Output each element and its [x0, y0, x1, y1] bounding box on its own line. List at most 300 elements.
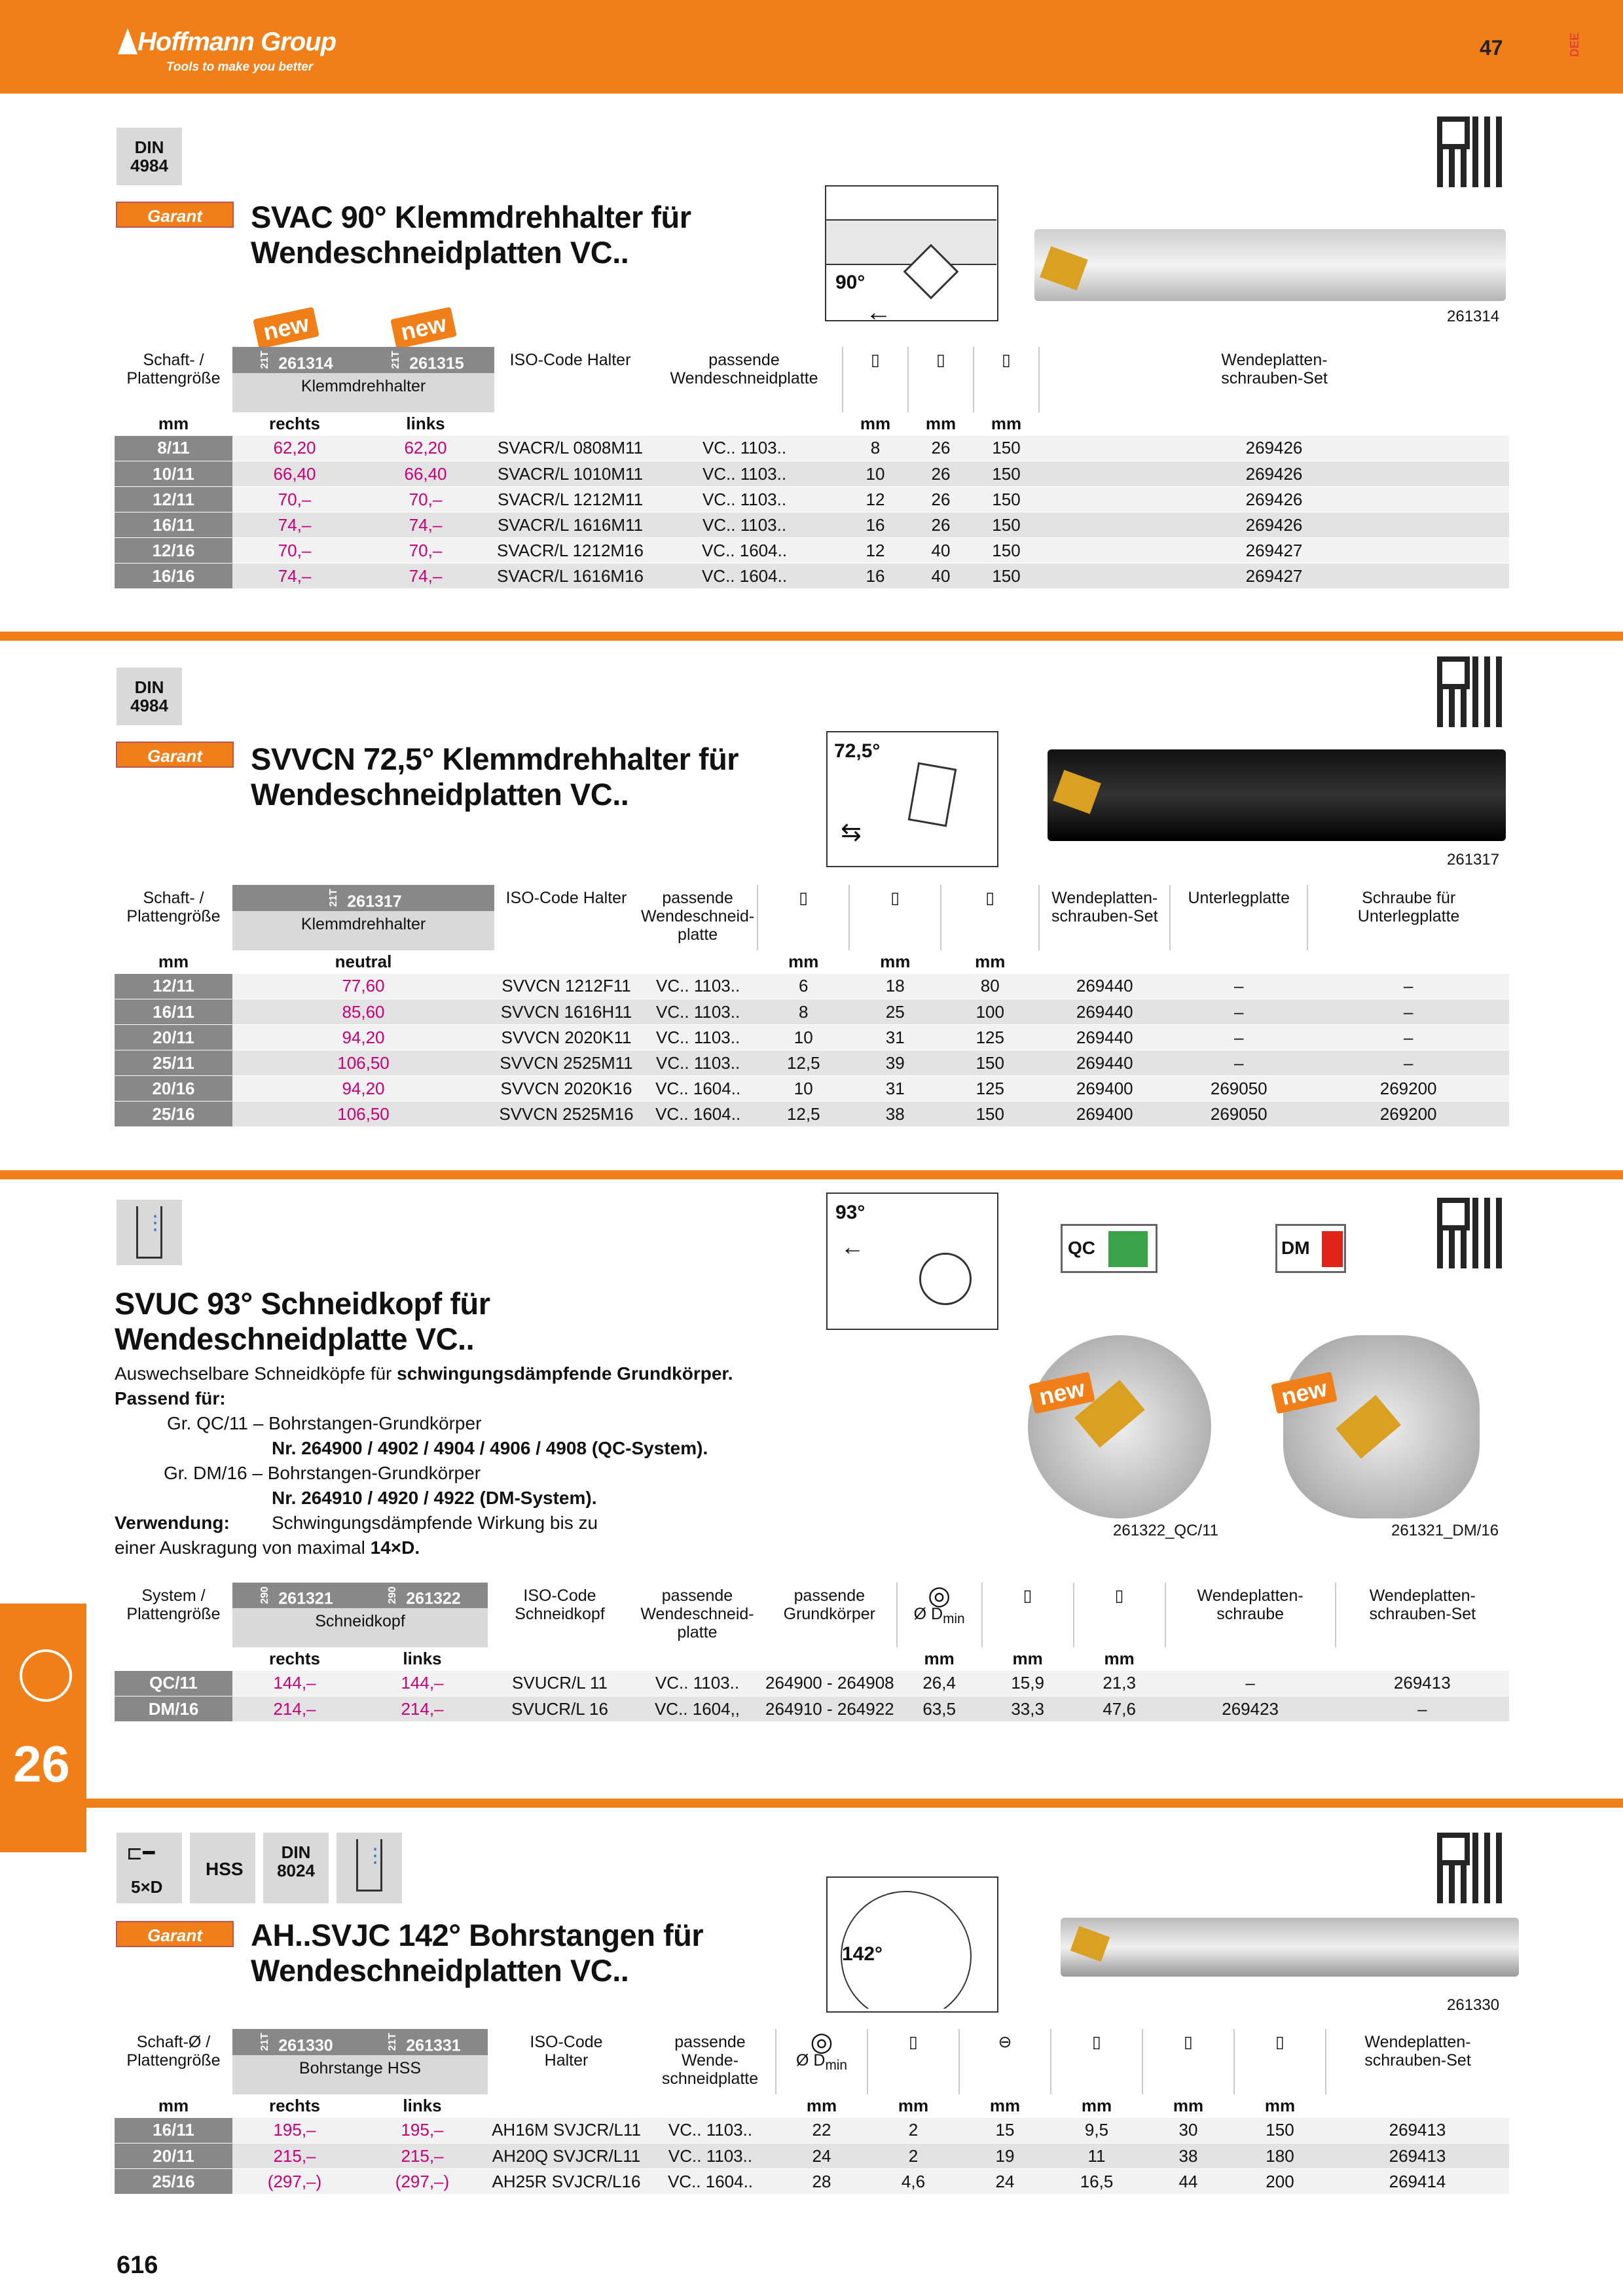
unit-label: mm — [158, 414, 189, 434]
unit-label: mm — [1012, 1649, 1043, 1669]
table-cell: 269426 — [1039, 487, 1509, 512]
table-cell: 150 — [974, 487, 1039, 512]
dim-diagram-icon: ▯ — [757, 885, 849, 950]
table-cell: 31 — [849, 1025, 941, 1050]
table-cell: 40 — [908, 538, 974, 564]
dim-diagram-icon: ▯ — [941, 885, 1039, 950]
table-cell: VC.. 1103.. — [638, 1025, 757, 1050]
row-size-cell: QC/11 — [115, 1671, 232, 1696]
hoffmann-logo-icon — [115, 25, 141, 58]
dim-diagram-icon: ▯ — [982, 1583, 1074, 1647]
angle-label: 72,5° — [834, 740, 881, 762]
table-cell: 30 — [1142, 2118, 1234, 2144]
table-cell: 47,6 — [1074, 1696, 1165, 1722]
table-cell: – — [1170, 974, 1307, 999]
table-cell: 12 — [843, 487, 908, 512]
table-cell: 269413 — [1326, 2144, 1509, 2169]
table-cell: VC.. 1103.. — [638, 999, 757, 1025]
qc-system-icon: QC — [1061, 1224, 1158, 1273]
unit-label: neutral — [335, 952, 392, 972]
unit-label: mm — [806, 2096, 837, 2116]
table-cell: 33,3 — [982, 1696, 1074, 1722]
hss-badge: HSS — [190, 1833, 255, 1903]
dim-diagram-icon: ▯ — [1234, 2029, 1326, 2094]
table-cell: VC.. 1103.. — [632, 1671, 763, 1696]
table-cell: 28 — [776, 2169, 867, 2195]
unit-label: mm — [1081, 2096, 1112, 2116]
section-separator — [0, 1170, 1623, 1179]
unit-label: mm — [898, 2096, 929, 2116]
language-code: DEE — [1568, 33, 1581, 58]
table-cell: 10 — [843, 461, 908, 487]
table-cell: 269200 — [1307, 1102, 1509, 1127]
table-row — [115, 2118, 1509, 2144]
table-cell: 150 — [974, 512, 1039, 538]
price-cell: 85,60 — [232, 999, 494, 1025]
coolant-icon: ⋮ — [117, 1200, 182, 1265]
dim-diagram-icon: ▯ — [867, 2029, 959, 2094]
new-badge: new — [390, 307, 457, 350]
table-row — [115, 564, 1509, 589]
price-cell: 77,60 — [232, 974, 494, 999]
table-cell: SVACR/L 1010M11 — [494, 461, 646, 487]
col-header: ISO-Code Schneidkopf — [515, 1587, 605, 1623]
price-cell: 215,– — [357, 2144, 488, 2169]
table-cell: VC.. 1604,, — [632, 1696, 763, 1722]
image-article-label: 261321_DM/16 — [1391, 1522, 1499, 1539]
row-size-cell: 16/11 — [115, 2118, 232, 2144]
price-cell: 74,– — [232, 512, 357, 538]
price-cell: 70,– — [357, 538, 494, 564]
table-cell: 8 — [757, 999, 849, 1025]
table-cell: 269200 — [1307, 1076, 1509, 1102]
col-header: ISO-Code Halter — [530, 2033, 603, 2070]
table-cell: 16,5 — [1051, 2169, 1142, 2195]
table-cell: SVUCR/L 16 — [488, 1696, 632, 1722]
table-cell: 6 — [757, 974, 849, 999]
table-cell: 269426 — [1039, 461, 1509, 487]
qr-code — [1437, 1198, 1508, 1268]
price-cell: 106,50 — [232, 1050, 494, 1076]
table-cell: 16 — [843, 512, 908, 538]
table-cell: 11 — [1051, 2144, 1142, 2169]
table-cell: – — [1307, 1025, 1509, 1050]
col-header: passende Grundkörper — [783, 1587, 875, 1623]
new-badge: new — [253, 307, 319, 350]
sub-header: Klemmdrehhalter — [232, 911, 494, 950]
tool-image — [1061, 1918, 1519, 1977]
table-cell: VC.. 1604.. — [645, 2169, 776, 2195]
row-size-cell: 25/11 — [115, 1050, 232, 1076]
table-cell: VC.. 1103.. — [645, 2144, 776, 2169]
col-header: Schaft-Ø / Plattengröße — [126, 2033, 221, 2070]
product-image-qc — [1028, 1335, 1211, 1518]
table-cell: 269426 — [1039, 512, 1509, 538]
image-article-label: 261314 — [1447, 308, 1500, 325]
article-number-header: 21T 261330 — [232, 2029, 357, 2055]
drill-bar-icon: ⊏━ — [126, 1842, 155, 1864]
price-cell: 195,– — [232, 2118, 357, 2144]
table-cell: VC.. 1604.. — [646, 538, 843, 564]
garant-logo: Garant — [116, 742, 234, 768]
turning-tool-icon — [20, 1649, 72, 1702]
table-cell: AH25R SVJCR/L16 — [488, 2169, 645, 2195]
brand-name: Hoffmann Group — [137, 27, 337, 56]
section-title: SVVCN 72,5° Klemmdrehhalter für Wendeschneidplatten VC.. — [251, 742, 739, 812]
angle-label: 93° — [835, 1202, 866, 1223]
qr-code — [1437, 117, 1508, 187]
image-article-label: 261317 — [1447, 851, 1500, 869]
angle-label: 142° — [842, 1943, 883, 1965]
price-cell: 70,– — [357, 487, 494, 512]
price-cell: 195,– — [357, 2118, 488, 2144]
unit-label: links — [406, 414, 445, 434]
table-cell: SVVCN 1616H11 — [494, 999, 638, 1025]
table-cell: 269427 — [1039, 538, 1509, 564]
table-cell: 269440 — [1039, 1025, 1170, 1050]
table-cell: 26,4 — [897, 1671, 982, 1696]
table-cell: 150 — [941, 1050, 1039, 1076]
table-cell: 38 — [849, 1102, 941, 1127]
unit-label: mm — [1104, 1649, 1135, 1669]
unit-label: links — [403, 1649, 442, 1669]
table-cell: 12 — [843, 538, 908, 564]
unit-label: mm — [860, 414, 891, 434]
col-header: Wendeplatten- schrauben-Set — [1326, 2029, 1509, 2094]
table-cell: 10 — [757, 1076, 849, 1102]
row-size-cell: 20/16 — [115, 1076, 232, 1102]
row-size-cell: 10/11 — [115, 461, 232, 487]
table-cell: 80 — [941, 974, 1039, 999]
qr-code — [1437, 656, 1508, 727]
article-number-header: 21T 261317 — [232, 885, 494, 911]
price-cell: 106,50 — [232, 1102, 494, 1127]
dim-diagram-icon: ▯ — [974, 347, 1039, 412]
table-row — [115, 2169, 1509, 2195]
dim-diagram-icon: ▯ — [1051, 2029, 1142, 2094]
insert-icon — [1040, 246, 1087, 291]
table-cell: 269050 — [1170, 1102, 1307, 1127]
table-cell: SVACR/L 1212M11 — [494, 487, 646, 512]
unit-label: mm — [924, 1649, 955, 1669]
tool-image — [1048, 749, 1506, 841]
product-table — [115, 1583, 1509, 1722]
table-row — [115, 512, 1509, 538]
table-cell: 180 — [1234, 2144, 1326, 2169]
table-cell: 21,3 — [1074, 1671, 1165, 1696]
table-cell: – — [1170, 1025, 1307, 1050]
price-cell: 215,– — [232, 2144, 357, 2169]
col-header: passende Wendeschneid- platte — [640, 1587, 754, 1641]
row-size-cell: 25/16 — [115, 1102, 232, 1127]
price-cell: 74,– — [232, 564, 357, 589]
table-cell: 269440 — [1039, 999, 1170, 1025]
table-cell: SVACR/L 1616M16 — [494, 564, 646, 589]
table-cell: 150 — [974, 461, 1039, 487]
table-cell: 269423 — [1165, 1696, 1336, 1722]
table-cell: 26 — [908, 436, 974, 461]
unit-label: rechts — [268, 2096, 321, 2116]
garant-logo: Garant — [116, 1921, 234, 1947]
dim-diagram-icon: ▯ — [849, 885, 941, 950]
image-article-label: 261322_QC/11 — [1113, 1522, 1219, 1539]
table-row — [115, 461, 1509, 487]
price-cell: (297,–) — [357, 2169, 488, 2195]
table-row — [115, 1076, 1509, 1102]
table-cell: 16 — [843, 564, 908, 589]
article-number-header: 21T 261315 — [357, 347, 494, 373]
page-number-top: 47 — [1480, 36, 1503, 60]
table-cell: – — [1307, 999, 1509, 1025]
dim-diagram-icon: ▯ — [1142, 2029, 1234, 2094]
dim-diagram-icon: ▯ — [908, 347, 974, 412]
table-cell: 2 — [867, 2144, 959, 2169]
new-badge: new — [1271, 1372, 1338, 1414]
table-cell: 9,5 — [1051, 2118, 1142, 2144]
table-cell: 18 — [849, 974, 941, 999]
table-cell: SVVCN 1212F11 — [494, 974, 638, 999]
article-number-header: 21T 261314 — [232, 347, 357, 373]
table-cell: 22 — [776, 2118, 867, 2144]
table-row — [115, 538, 1509, 564]
row-size-cell: 12/11 — [115, 974, 232, 999]
table-cell: 269413 — [1326, 2118, 1509, 2144]
table-cell: 150 — [974, 564, 1039, 589]
chapter-tab — [0, 1604, 86, 1852]
table-row — [115, 1696, 1509, 1722]
price-cell: 144,– — [357, 1671, 488, 1696]
table-row — [115, 436, 1509, 461]
table-cell: VC.. 1103.. — [645, 2118, 776, 2144]
table-cell: SVACR/L 1212M16 — [494, 538, 646, 564]
price-cell: 214,– — [232, 1696, 357, 1722]
col-header: ISO-Code Halter — [509, 351, 631, 369]
qr-code — [1437, 1833, 1508, 1903]
unit-label: mm — [991, 414, 1022, 434]
product-table — [115, 885, 1509, 1127]
new-badge: new — [1029, 1372, 1095, 1414]
price-cell: 144,– — [232, 1671, 357, 1696]
price-cell: 62,20 — [357, 436, 494, 461]
table-cell: 269400 — [1039, 1102, 1170, 1127]
col-header: Schaft- / Plattengröße — [126, 889, 221, 925]
col-header: Unterlegplatte — [1170, 885, 1307, 950]
arrow-left-icon: ← — [866, 298, 892, 327]
price-cell: 214,– — [357, 1696, 488, 1722]
din-badge: DIN 8024 — [263, 1833, 329, 1903]
unit-label: mm — [975, 952, 1006, 972]
row-size-cell: 12/16 — [115, 538, 232, 564]
unit-label: rechts — [268, 1649, 321, 1669]
price-cell: 74,– — [357, 564, 494, 589]
table-cell: 39 — [849, 1050, 941, 1076]
row-size-cell: 20/11 — [115, 1025, 232, 1050]
dm-system-icon: DM — [1275, 1224, 1346, 1273]
product-image-dm — [1283, 1335, 1480, 1518]
article-number-header: 290 261322 — [357, 1583, 488, 1608]
price-cell: 94,20 — [232, 1076, 494, 1102]
col-header: ISO-Code Halter — [505, 889, 627, 907]
table-cell: AH20Q SVJCR/L11 — [488, 2144, 645, 2169]
row-size-cell: 16/16 — [115, 564, 232, 589]
table-cell: VC.. 1103.. — [646, 487, 843, 512]
sub-header: Klemmdrehhalter — [232, 373, 494, 412]
dim-diagram-icon: ▯ — [1074, 1583, 1165, 1647]
table-cell: – — [1170, 999, 1307, 1025]
section-title: SVUC 93° Schneidkopf für Wendeschneidplatte VC.. — [115, 1286, 490, 1356]
chapter-number: 26 — [13, 1735, 70, 1793]
table-cell: 24 — [959, 2169, 1051, 2195]
row-size-cell: DM/16 — [115, 1696, 232, 1722]
table-cell: 26 — [908, 512, 974, 538]
price-cell: 62,20 — [232, 436, 357, 461]
table-cell: 269400 — [1039, 1076, 1170, 1102]
row-size-cell: 16/11 — [115, 512, 232, 538]
price-cell: 66,40 — [357, 461, 494, 487]
din-badge: DIN 4984 — [117, 668, 182, 725]
coolant-icon: ⋮ — [337, 1833, 402, 1903]
table-row — [115, 999, 1509, 1025]
table-cell: 25 — [849, 999, 941, 1025]
table-cell: 15 — [959, 2118, 1051, 2144]
page-number: 616 — [117, 2251, 158, 2279]
price-cell: (297,–) — [232, 2169, 357, 2195]
unit-label: mm — [1264, 2096, 1296, 2116]
unit-label: mm — [880, 952, 911, 972]
table-cell: 269414 — [1326, 2169, 1509, 2195]
dmin-diagram: ◎ Ø $D_{min}$ — [776, 2029, 867, 2094]
product-table — [115, 347, 1509, 589]
table-cell: – — [1170, 1050, 1307, 1076]
table-cell: 269050 — [1170, 1076, 1307, 1102]
price-cell: 70,– — [232, 487, 357, 512]
table-cell: 269427 — [1039, 564, 1509, 589]
col-header: passende Wendeschneidplatte — [670, 351, 818, 387]
sub-header: Schneidkopf — [232, 1608, 488, 1647]
row-size-cell: 12/11 — [115, 487, 232, 512]
table-cell: 150 — [1234, 2118, 1326, 2144]
unit-label: mm — [925, 414, 957, 434]
table-row — [115, 974, 1509, 999]
arrow-left-icon: ← — [841, 1233, 864, 1260]
section-title: AH..SVJC 142° Bohrstangen für Wendeschneidplatten VC.. — [251, 1918, 704, 1988]
table-cell: 264910 - 264922 — [763, 1696, 897, 1722]
table-cell: – — [1336, 1696, 1509, 1722]
table-cell: 12,5 — [757, 1050, 849, 1076]
col-header: Wendeplatten- schrauben-Set — [1039, 347, 1509, 412]
product-table — [115, 2029, 1509, 2195]
table-cell: 63,5 — [897, 1696, 982, 1722]
dim-diagram-icon: ▯ — [843, 347, 908, 412]
article-number-header: 290 261321 — [232, 1583, 357, 1608]
row-size-cell: 8/11 — [115, 436, 232, 461]
unit-label: mm — [788, 952, 819, 972]
row-size-cell: 20/11 — [115, 2144, 232, 2169]
sub-header: Bohrstange HSS — [232, 2055, 488, 2094]
table-cell: 4,6 — [867, 2169, 959, 2195]
table-cell: 264900 - 264908 — [763, 1671, 897, 1696]
table-row — [115, 1025, 1509, 1050]
table-cell: 125 — [941, 1076, 1039, 1102]
table-cell: 40 — [908, 564, 974, 589]
table-cell: VC.. 1103.. — [646, 461, 843, 487]
table-cell: SVACR/L 0808M11 — [494, 436, 646, 461]
table-cell: VC.. 1103.. — [646, 512, 843, 538]
angle-diagram — [826, 1193, 998, 1330]
table-cell: 150 — [974, 538, 1039, 564]
col-header: Schaft- / Plattengröße — [126, 351, 221, 387]
col-header: System / Plattengröße — [126, 1587, 221, 1623]
angle-label: 90° — [835, 272, 866, 293]
table-cell: SVUCR/L 11 — [488, 1671, 632, 1696]
table-cell: 269426 — [1039, 436, 1509, 461]
table-cell: 269413 — [1336, 1671, 1509, 1696]
unit-label: mm — [1173, 2096, 1204, 2116]
table-cell: 100 — [941, 999, 1039, 1025]
col-header: passende Wende- schneidplatte — [661, 2033, 759, 2088]
image-article-label: 261330 — [1447, 1996, 1500, 2014]
table-cell: 125 — [941, 1025, 1039, 1050]
table-cell: 12,5 — [757, 1102, 849, 1127]
table-cell: VC.. 1604.. — [638, 1102, 757, 1127]
dmin-diagram: ◎ Ø $D_{min}$ — [897, 1583, 982, 1647]
length-badge: ⊏━ 5×D — [117, 1833, 182, 1903]
dim-diagram-icon: ⊖ — [959, 2029, 1051, 2094]
angle-diagram — [825, 185, 998, 327]
table-cell: 31 — [849, 1076, 941, 1102]
table-cell: 24 — [776, 2144, 867, 2169]
col-header: Wendeplatten- schrauben-Set — [1336, 1583, 1509, 1647]
table-cell: 269440 — [1039, 974, 1170, 999]
table-cell: 10 — [757, 1025, 849, 1050]
garant-logo: Garant — [116, 202, 234, 228]
tool-image — [1034, 229, 1506, 301]
unit-label: mm — [158, 2096, 189, 2116]
price-cell: 74,– — [357, 512, 494, 538]
angle-diagram — [826, 1876, 998, 2013]
table-cell: 26 — [908, 461, 974, 487]
row-size-cell: 25/16 — [115, 2169, 232, 2195]
table-cell: – — [1307, 1050, 1509, 1076]
brand-tagline: Tools to make you better — [166, 60, 314, 74]
table-cell: 44 — [1142, 2169, 1234, 2195]
table-cell: SVVCN 2525M16 — [494, 1102, 638, 1127]
table-cell: 8 — [843, 436, 908, 461]
row-size-cell: 16/11 — [115, 999, 232, 1025]
table-cell: VC.. 1103.. — [646, 436, 843, 461]
table-cell: AH16M SVJCR/L11 — [488, 2118, 645, 2144]
col-header: passende Wendeschneid- platte — [641, 889, 755, 944]
table-cell: VC.. 1103.. — [638, 1050, 757, 1076]
table-cell: 2 — [867, 2118, 959, 2144]
unit-label: mm — [158, 952, 189, 972]
col-header: Wendeplatten- schraube — [1165, 1583, 1336, 1647]
angle-diagram — [826, 731, 998, 867]
table-row — [115, 1102, 1509, 1127]
table-cell: – — [1165, 1671, 1336, 1696]
table-cell: VC.. 1604.. — [646, 564, 843, 589]
insert-icon — [1070, 1926, 1110, 1962]
table-row — [115, 1050, 1509, 1076]
table-cell: 26 — [908, 487, 974, 512]
table-cell: SVVCN 2525M11 — [494, 1050, 638, 1076]
table-cell: SVVCN 2020K16 — [494, 1076, 638, 1102]
table-row — [115, 1671, 1509, 1696]
table-cell: 269440 — [1039, 1050, 1170, 1076]
table-cell: SVACR/L 1616M11 — [494, 512, 646, 538]
price-cell: 94,20 — [232, 1025, 494, 1050]
table-cell: 150 — [941, 1102, 1039, 1127]
